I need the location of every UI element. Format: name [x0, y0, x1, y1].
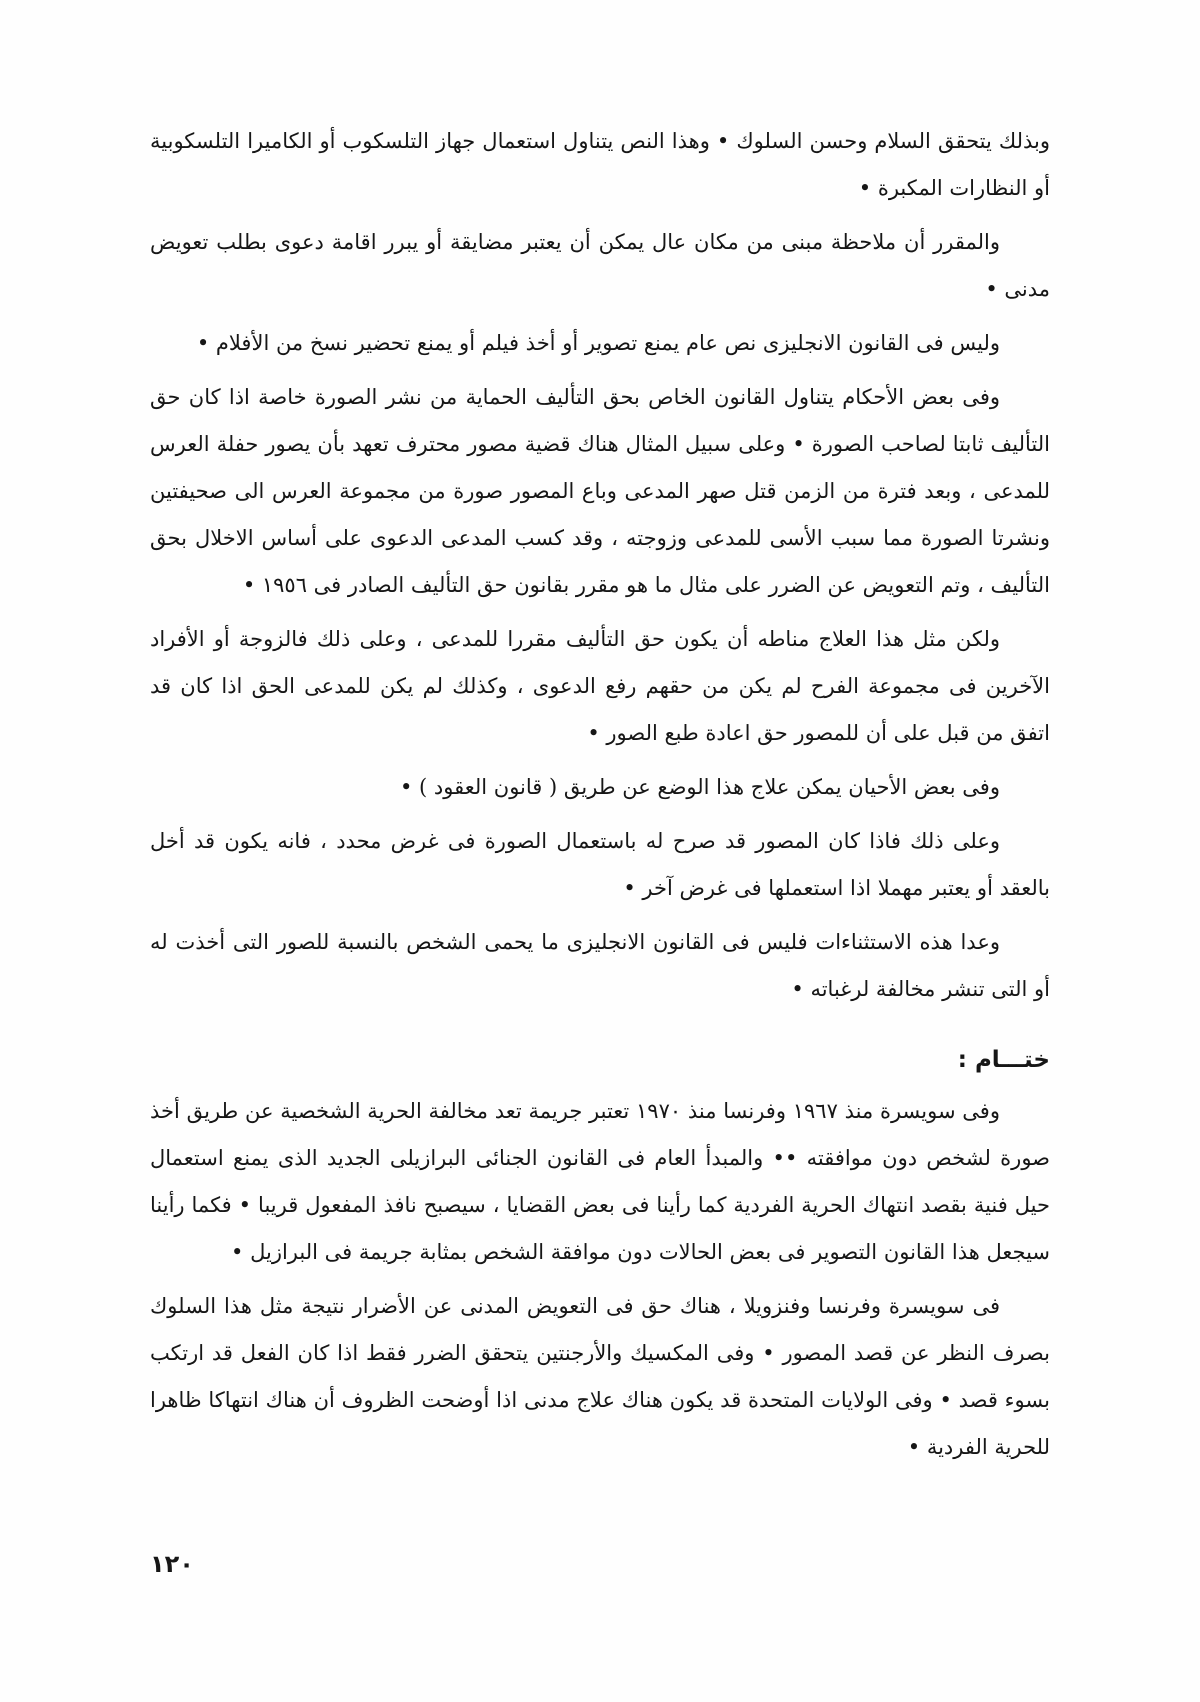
- paragraph: وبذلك يتحقق السلام وحسن السلوك • وهذا النص يتناول استعمال جهاز التلسكوب أو الكاميرا التلسكوبية أو النظارات المكبرة •: [150, 129, 1050, 200]
- paragraph: وليس فى القانون الانجليزى نص عام يمنع تصوير أو أخذ فيلم أو يمنع تحضير نسخ من الأفلام •: [196, 331, 1000, 355]
- paragraph: والمقرر أن ملاحظة مبنى من مكان عال يمكن أن يعتبر مضايقة أو يبرر اقامة دعوى بطلب تعويض مدنى •: [150, 230, 1050, 301]
- paragraph: وعلى ذلك فاذا كان المصور قد صرح له باستعمال الصورة فى غرض محدد ، فانه يكون قد أخل بالعقد أو يعتبر مهملا اذا استعملها فى غرض آخر •: [150, 829, 1050, 900]
- paragraph: وفى بعض الأحكام يتناول القانون الخاص بحق التأليف الحماية من نشر الصورة خاصة اذا كان حق التأليف ثابتا لصاحب الصورة • وعلى سبيل المثال هناك قضية مصور محترف تعهد بأن يصور حفلة العرس للمدعى ، وبعد فترة من الزمن قتل صهر المدعى وباع المصور صورة من مجموعة العرس الى صحيفتين ونشرتا الصورة مما سبب الأسى للمدعى وزوجته ، وقد كسب المدعى الدعوى على أساس الاخلال بحق التأليف ، وتم التعويض عن الضرر على مثال ما هو مقرر بقانون حق التأليف الصادر فى ١٩٥٦ •: [150, 385, 1050, 597]
- body-text: [150, 118, 1050, 1478]
- paragraph: ولكن مثل هذا العلاج مناطه أن يكون حق التأليف مقررا للمدعى ، وعلى ذلك فالزوجة أو الأفراد الآخرين فى مجموعة الفرح لم يكن من حقهم رفع الدعوى ، وكذلك لم يكن للمدعى الحق اذا كان قد اتفق من قبل على أن للمصور حق اعادة طبع الصور •: [150, 627, 1050, 745]
- section-heading: ختـــام :: [957, 1047, 1050, 1073]
- paragraph: فى سويسرة وفرنسا وفنزويلا ، هناك حق فى التعويض المدنى عن الأضرار نتيجة مثل هذا السلوك بصرف النظر عن قصد المصور • وفى المكسيك والأرجنتين يتحقق الضرر فقط اذا كان الفعل قد ارتكب بسوء قصد • وفى الولايات المتحدة قد يكون هناك علاج مدنى اذا أوضحت الظروف أن هناك انتهاكا ظاهرا للحرية الفردية •: [150, 1294, 1050, 1459]
- paragraph: وعدا هذه الاستثناءات فليس فى القانون الانجليزى ما يحمى الشخص بالنسبة للصور التى أخذت له أو التى تنشر مخالفة لرغباته •: [150, 930, 1050, 1001]
- paragraph: وفى بعض الأحيان يمكن علاج هذا الوضع عن طريق ( قانون العقود ) •: [399, 775, 1000, 799]
- page-number: ١٢٠: [150, 1550, 194, 1578]
- paragraph: وفى سويسرة منذ ١٩٦٧ وفرنسا منذ ١٩٧٠ تعتبر جريمة تعد مخالفة الحرية الشخصية عن طريق أخذ صورة لشخص دون موافقته •• والمبدأ العام فى القانون الجنائى البرازيلى الجديد الذى يمنع استعمال حيل فنية بقصد انتهاك الحرية الفردية كما رأينا فى بعض القضايا ، سيصبح نافذ المفعول قريبا • فكما رأينا سيجعل هذا القانون التصوير فى بعض الحالات دون موافقة الشخص بمثابة جريمة فى البرازيل •: [150, 1099, 1050, 1264]
